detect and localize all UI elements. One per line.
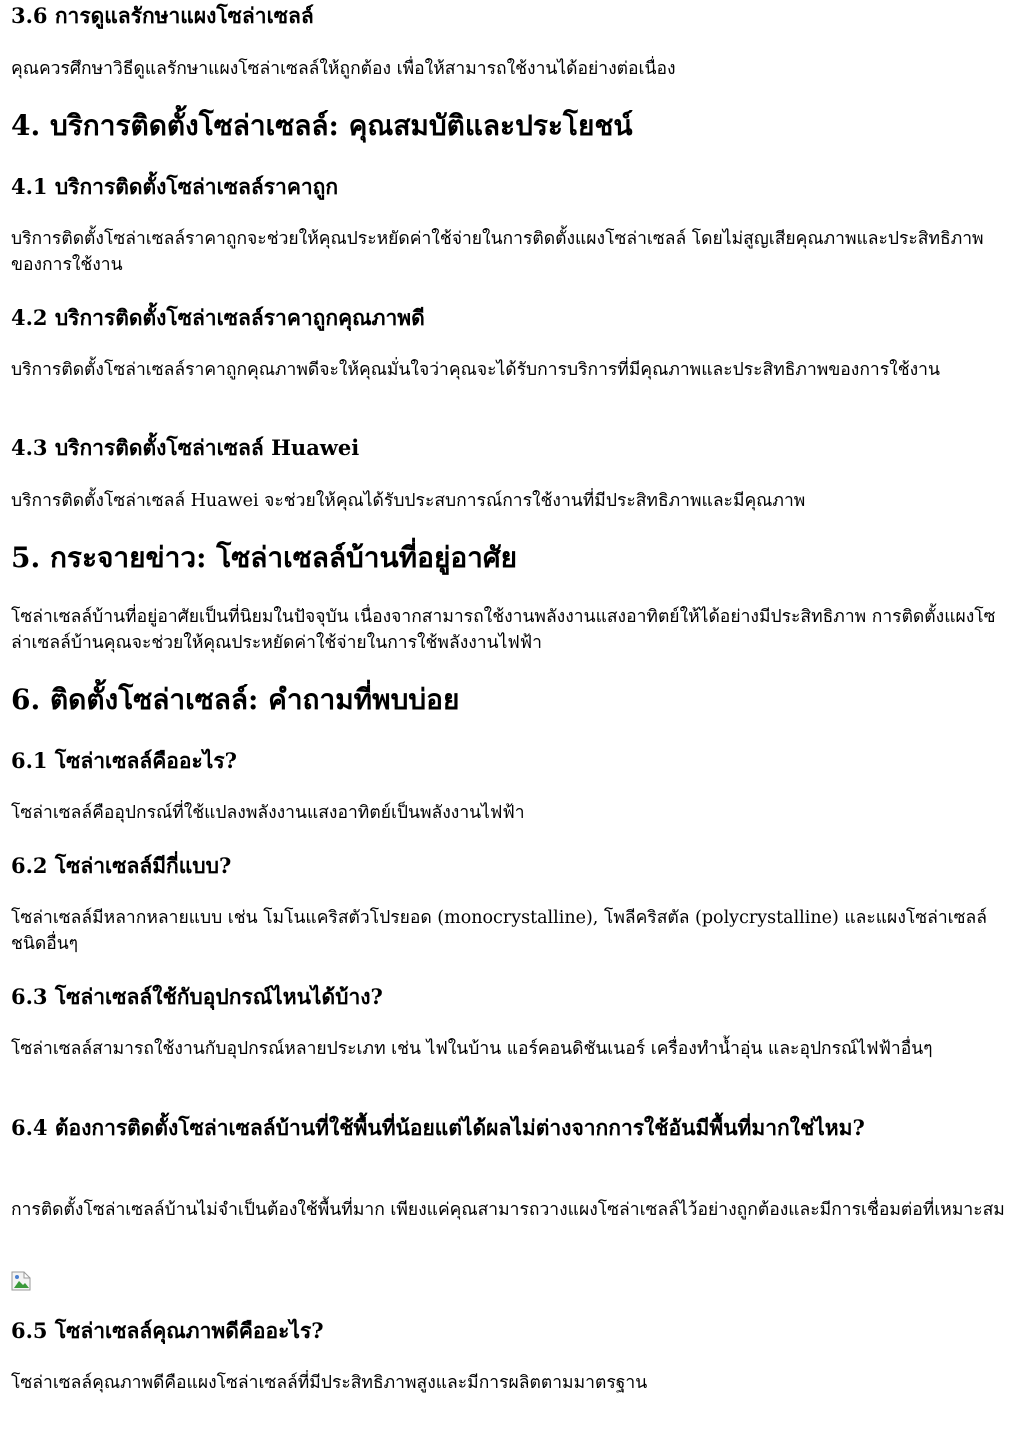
heading-6-3: 6.3 โซล่าเซลล์ใช้กับอุปกรณ์ไหนได้บ้าง? [11, 984, 383, 1009]
heading-4-1: 4.1 บริการติดตั้งโซล่าเซลล์ราคาถูก [11, 174, 339, 199]
paragraph-4-3: บริการติดตั้งโซล่าเซลล์ Huawei จะช่วยให้คุณได้รับประสบการณ์การใช้งานที่มีประสิทธิภาพและมีคุณภาพ [11, 491, 806, 511]
paragraph-6-1: โซล่าเซลล์คืออุปกรณ์ที่ใช้แปลงพลังงานแสงอาทิตย์เป็นพลังงานไฟฟ้า [11, 803, 525, 823]
paragraph-4-2: บริการติดตั้งโซล่าเซลล์ราคาถูกคุณภาพดีจะให้คุณมั่นใจว่าคุณจะได้รับการบริการที่มีคุณภาพและประสิทธิภาพของการใช้งาน [11, 360, 940, 380]
paragraph-5: โซล่าเซลล์บ้านที่อยู่อาศัยเป็นที่นิยมในปัจจุบัน เนื่องจากสามารถใช้งานพลังงานแสงอาทิตย์ให้ได้อย่างมีประสิทธิภาพ การติดตั้งแผงโซล่าเซลล์บ้านคุณจะช่วยให้คุณประหยัดค่าใช้จ่ายในการใช้พลังงานไฟฟ้า [11, 607, 996, 653]
heading-5: 5. กระจายข่าว: โซล่าเซลล์บ้านที่อยู่อาศัย [11, 541, 518, 574]
paragraph-4-1: บริการติดตั้งโซล่าเซลล์ราคาถูกจะช่วยให้คุณประหยัดค่าใช้จ่ายในการติดตั้งแผงโซล่าเซลล์ โดยไม่สูญเสียคุณภาพและประสิทธิภาพของการใช้งาน [11, 229, 984, 275]
heading-4-2: 4.2 บริการติดตั้งโซล่าเซลล์ราคาถูกคุณภาพดี [11, 305, 425, 330]
broken-image-icon [11, 1271, 31, 1291]
paragraph-6-5: โซล่าเซลล์คุณภาพดีคือแผงโซล่าเซลล์ที่มีประสิทธิภาพสูงและมีการผลิตตามมาตรฐาน [11, 1373, 648, 1393]
paragraph-6-4: การติดตั้งโซล่าเซลล์บ้านไม่จำเป็นต้องใช้พื้นที่มาก เพียงแค่คุณสามารถวางแผงโซล่าเซลล์ไว้อย่างถูกต้องและมีการเชื่อมต่อที่เหมาะสม [11, 1200, 1005, 1220]
paragraph-6-2: โซล่าเซลล์มีหลากหลายแบบ เช่น โมโนแคริสตัวโปรยอด (monocrystalline), โพลีคริสตัล (polycrystalline) และแผงโซล่าเซลล์ชนิดอื่นๆ [11, 908, 987, 954]
heading-6-4: 6.4 ต้องการติดตั้งโซล่าเซลล์บ้านที่ใช้พื้นที่น้อยแต่ได้ผลไม่ต่างจากการใช้อันมีพื้นที่มากใช่ไหม? [11, 1115, 865, 1140]
heading-3-6: 3.6 การดูแลรักษาแผงโซล่าเซลล์ [11, 3, 314, 28]
paragraph-3-6: คุณควรศึกษาวิธีดูแลรักษาแผงโซล่าเซลล์ให้ถูกต้อง เพื่อให้สามารถใช้งานได้อย่างต่อเนื่อง [11, 59, 676, 79]
heading-4-3: 4.3 บริการติดตั้งโซล่าเซลล์ Huawei [11, 435, 360, 460]
heading-6-2: 6.2 โซล่าเซลล์มีกี่แบบ? [11, 853, 232, 878]
heading-6-5: 6.5 โซล่าเซลล์คุณภาพดีคืออะไร? [11, 1318, 324, 1343]
heading-4: 4. บริการติดตั้งโซล่าเซลล์: คุณสมบัติและประโยชน์ [11, 109, 633, 142]
paragraph-6-3: โซล่าเซลล์สามารถใช้งานกับอุปกรณ์หลายประเภท เช่น ไฟในบ้าน แอร์คอนดิชันเนอร์ เครื่องทำน้ำอุ่น และอุปกรณ์ไฟฟ้าอื่นๆ [11, 1039, 933, 1059]
heading-6-1: 6.1 โซล่าเซลล์คืออะไร? [11, 748, 237, 773]
heading-6: 6. ติดตั้งโซล่าเซลล์: คำถามที่พบบ่อย [11, 683, 460, 716]
